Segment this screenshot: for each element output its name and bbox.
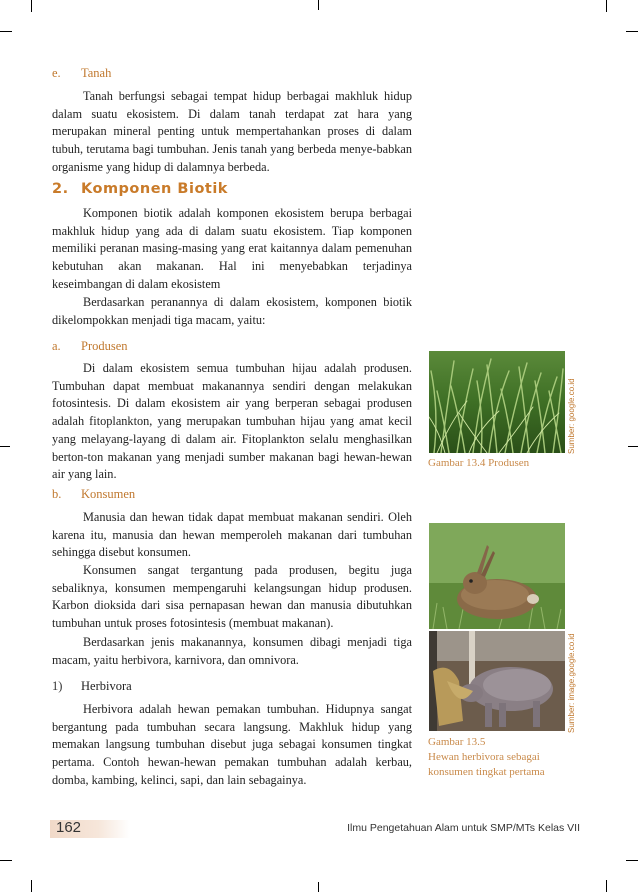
section-heading-komponen-biotik <box>52 181 228 197</box>
figure-caption-produsen: Gambar 13.4 Produsen <box>428 457 530 469</box>
crop-mark <box>628 446 638 447</box>
crop-mark <box>606 0 607 12</box>
paragraph-biotik-1: Komponen biotik adalah komponen ekosistem berupa berbagai makhluk hidup yang ada di dalam suatu ekosistem. Tiap komponen memiliki peranan masing-masing yang erat kaitannya dalam pemenuhan kebutuhan akan makanan. Hal ini menyebabkan terjadinya keseimbangan di dalam ekosistem <box>52 206 412 291</box>
figure-source-credit: Sumber: google.co.id <box>567 378 576 454</box>
subsection-heading-tanah <box>52 66 111 81</box>
crop-mark <box>318 882 319 892</box>
rabbit-illustration <box>429 523 565 629</box>
subsection-title: Konsumen <box>81 487 136 501</box>
crop-mark <box>318 0 319 10</box>
paragraph-konsumen-3: Berdasarkan jenis makanannya, konsumen dibagi menjadi tiga macam, yaitu herbivora, karnivora, dan omnivora. <box>52 635 412 667</box>
subsection-label: a. <box>52 339 61 353</box>
section-number: 2. <box>52 181 69 197</box>
subsection-label: e. <box>52 66 61 80</box>
crop-mark <box>626 31 638 32</box>
crop-mark <box>626 860 638 861</box>
crop-mark <box>0 860 12 861</box>
caption-line: konsumen tingkat pertama <box>428 766 545 778</box>
paragraph-produsen: Di dalam ekosistem semua tumbuhan hijau adalah produsen. Tumbuhan dapat membuat makanannya sendiri dengan melakukan fotosintesis. Di dalam ekosistem air yang berperan sebagai produsen adalah fitoplankton, yang merupakan tumbuhan hijau yang amat kecil yang melayang-layang di dalam air. Fitoplankton selalu menghasilkan berton-ton makanan yang menjadi sumber makanan bagi hewan-hewan air yang lain. <box>52 361 412 482</box>
subsection-heading-konsumen <box>52 487 135 502</box>
book-title-footer: Ilmu Pengetahuan Alam untuk SMP/MTs Kelas VII <box>347 822 580 834</box>
crop-mark <box>0 31 12 32</box>
subsection-label: 1) <box>52 679 63 693</box>
buffalo-illustration <box>429 631 565 731</box>
grass-photo <box>429 351 565 453</box>
subsection-heading-produsen <box>52 339 128 354</box>
rabbit-photo <box>429 523 565 629</box>
caption-line: Gambar 13.5 <box>428 736 486 748</box>
paragraph-herbivora: Herbivora adalah hewan pemakan tumbuhan. Hidupnya sangat bergantung pada tumbuhan secara langsung. Makhluk hidup yang memakan langsung tumbuhan disebut juga sebagai konsumen tingkat pertama. Contoh hewan-hewan pemakan tumbuhan adalah kerbau, domba, kambing, kelinci, sapi, dan lain sebagainya. <box>52 702 412 787</box>
crop-mark <box>606 880 607 892</box>
crop-mark <box>31 880 32 892</box>
crop-mark <box>0 446 10 447</box>
subsection-label: b. <box>52 487 62 501</box>
paragraph-konsumen-2: Konsumen sangat tergantung pada produsen, begitu juga sebaliknya, konsumen mempengaruhi kelangsungan hidup produsen. Karbon dioksida dari sisa pernapasan hewan dan manusia dibutuhkan tumbuhan untuk proses fotosintesis (membuat makanan). <box>52 563 412 631</box>
paragraph-tanah: Tanah berfungsi sebagai tempat hidup berbagai makhluk hidup dalam suatu ekosistem. Di dalam tanah terdapat zat hara yang merupakan mineral penting untuk mempertahankan proses di dalam tubuh, terutama bagi tumbuhan. Jenis tanah yang berbeda menye-babkan organisme yang hidup di dalamnya berbeda. <box>52 89 412 174</box>
paragraph-konsumen-1: Manusia dan hewan tidak dapat membuat makanan sendiri. Oleh karena itu, manusia dan hewan memperoleh makanan dari tumbuhan sehingga disebut konsumen. <box>52 510 412 560</box>
figure-caption-herbivora <box>428 735 545 780</box>
grass-illustration <box>429 351 565 453</box>
subsection-heading-herbivora <box>52 679 132 694</box>
caption-line: Hewan herbivora sebagai <box>428 751 540 763</box>
buffalo-photo <box>429 631 565 731</box>
section-title: Komponen Biotik <box>81 181 228 197</box>
figure-source-credit: Sumber: image.google.co.id <box>567 633 576 733</box>
page-number: 162 <box>56 819 82 836</box>
paragraph-biotik-2: Berdasarkan peranannya di dalam ekosistem, komponen biotik dikelompokkan menjadi tiga macam, yaitu: <box>52 295 412 327</box>
subsection-title: Herbivora <box>81 679 132 693</box>
crop-mark <box>31 0 32 12</box>
subsection-title: Produsen <box>81 339 128 353</box>
subsection-title: Tanah <box>81 66 112 80</box>
